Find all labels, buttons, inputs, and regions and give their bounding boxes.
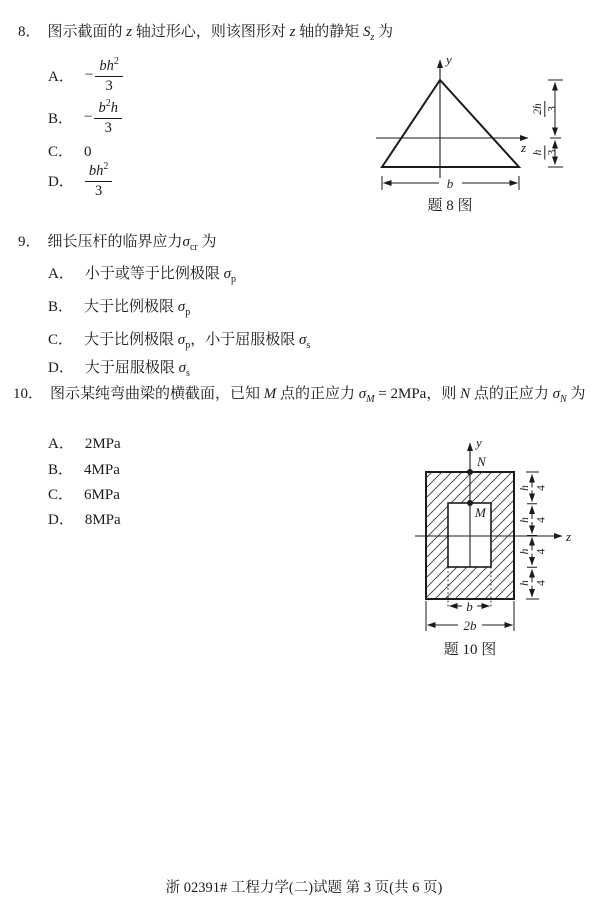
- q8-option-c-value: 0: [84, 144, 92, 160]
- q9-option-a: A． 小于或等于比例极限 $\sigma_p$: [48, 266, 237, 285]
- fig8-b-label: b: [446, 176, 454, 191]
- q8-var-z2: z: [289, 24, 296, 40]
- q8-var-S: S: [363, 24, 371, 40]
- svg-text:4: 4: [535, 517, 548, 523]
- svg-text:3: 3: [546, 106, 559, 112]
- q8-option-b-fraction: $\frac{b^2h}{3}$: [94, 98, 122, 136]
- q8-option-a: [48, 56, 123, 94]
- page-footer: 浙 02391# 工程力学(二)试题 第 3 页(共 6 页): [165, 880, 443, 896]
- q10-sigma-N: σ: [552, 386, 561, 402]
- sigma-p: σ: [177, 299, 186, 315]
- svg-text:2h: 2h: [532, 103, 544, 115]
- fig10-y-axis-label: y: [476, 435, 482, 450]
- figure-8-triangle-section: [365, 48, 570, 220]
- q10-var-N: N: [460, 386, 471, 402]
- q8-option-b: [48, 98, 122, 136]
- q8-option-d-fraction: $\frac{bh^2}{3}$: [85, 161, 113, 199]
- fig10-caption: 题 10 图: [443, 642, 497, 658]
- q8-stem-text: 图示截面的: [47, 24, 127, 40]
- triangle-outline: [382, 80, 519, 167]
- question-8-number: 8．: [18, 24, 41, 40]
- q9-option-c: C． 大于比例极限 $\sigma_p$，小于屈服极限 $\sigma_s$: [48, 332, 311, 351]
- fig8-caption: 题 8 图: [427, 198, 473, 214]
- question-9-number: 9．: [18, 234, 41, 250]
- fig8-axes: [376, 60, 528, 178]
- q9-option-d: D． 大于屈服极限 $\sigma_s$: [48, 360, 190, 379]
- svg-text:h: h: [532, 149, 544, 156]
- fig8-y-axis-label: y: [446, 52, 452, 67]
- fig10-b-label: b: [466, 599, 473, 614]
- sigma-s: σ: [298, 332, 307, 348]
- fig10-dim-label-h4-2: [519, 517, 548, 523]
- question-9-stem: 9． 细长压杆的临界应力$\sigma_{cr}$ 为: [18, 234, 217, 253]
- q10-option-d: D． 8MPa: [48, 512, 121, 528]
- q10-var-M: M: [263, 386, 277, 402]
- question-10-stem: 10． 图示某纯弯曲梁的横截面，已知 M 点的正应力 $\sigma_M = 2MPa$，则 N 点的正应力 $\sigma_N$ 为: [13, 386, 586, 405]
- fig8-z-axis-label: z: [521, 140, 527, 155]
- sigma-s: σ: [178, 360, 187, 376]
- q8-sub-z: z: [370, 32, 375, 43]
- q10-option-b: B． 4MPa: [48, 462, 120, 478]
- q8-option-a-fraction: $\frac{bh^2}{3}$: [95, 56, 123, 94]
- q9-sigma: σ: [182, 234, 190, 250]
- q8-option-b-label: B．: [48, 110, 74, 127]
- fig10-z-axis-label: z: [566, 529, 572, 544]
- point-n-label: N: [477, 454, 486, 469]
- svg-text:4: 4: [535, 485, 548, 491]
- q10-sigma-M: σ: [358, 386, 367, 402]
- q8-option-a-label: A．: [48, 68, 74, 85]
- sigma-p: σ: [177, 332, 186, 348]
- q8-option-a-minus: −: [84, 66, 94, 83]
- q9-option-b: B． 大于比例极限 $\sigma_p$: [48, 299, 191, 318]
- q10-option-a: A． 2MPa: [48, 436, 121, 452]
- q9-sigma-sub: cr: [189, 242, 198, 253]
- q8-option-d-label: D．: [48, 173, 74, 190]
- point-n-marker: [467, 469, 473, 475]
- fig10-dim-label-h4-1: [519, 485, 548, 491]
- svg-text:h: h: [519, 580, 531, 586]
- sigma-p: σ: [223, 266, 232, 282]
- svg-text:4: 4: [535, 548, 548, 555]
- svg-text:4: 4: [535, 580, 548, 586]
- svg-text:h: h: [519, 548, 531, 555]
- q8-var-z: z: [126, 24, 133, 40]
- svg-text:h: h: [519, 517, 531, 523]
- q8-option-b-minus: −: [84, 108, 93, 125]
- svg-text:3: 3: [546, 149, 559, 156]
- question-8-stem: 8． 图示截面的 z 轴过形心，则该图形对 z 轴的静矩 $S_z$ 为: [18, 24, 394, 43]
- q8-option-c: [48, 140, 92, 161]
- q10-option-c: C． 6MPa: [48, 487, 120, 503]
- point-m-marker: [467, 500, 473, 506]
- question-10-number: 10．: [13, 386, 44, 402]
- fig10-2b-label: 2b: [463, 618, 477, 633]
- q8-option-d: [48, 161, 112, 199]
- q8-option-c-label: C．: [48, 144, 74, 160]
- fig10-dim-label-h4-4: [519, 580, 548, 586]
- svg-text:h: h: [519, 485, 531, 491]
- point-m-label: M: [475, 505, 486, 520]
- figure-10-hollow-section: [402, 432, 588, 664]
- fig10-dim-label-h4-3: [519, 548, 548, 554]
